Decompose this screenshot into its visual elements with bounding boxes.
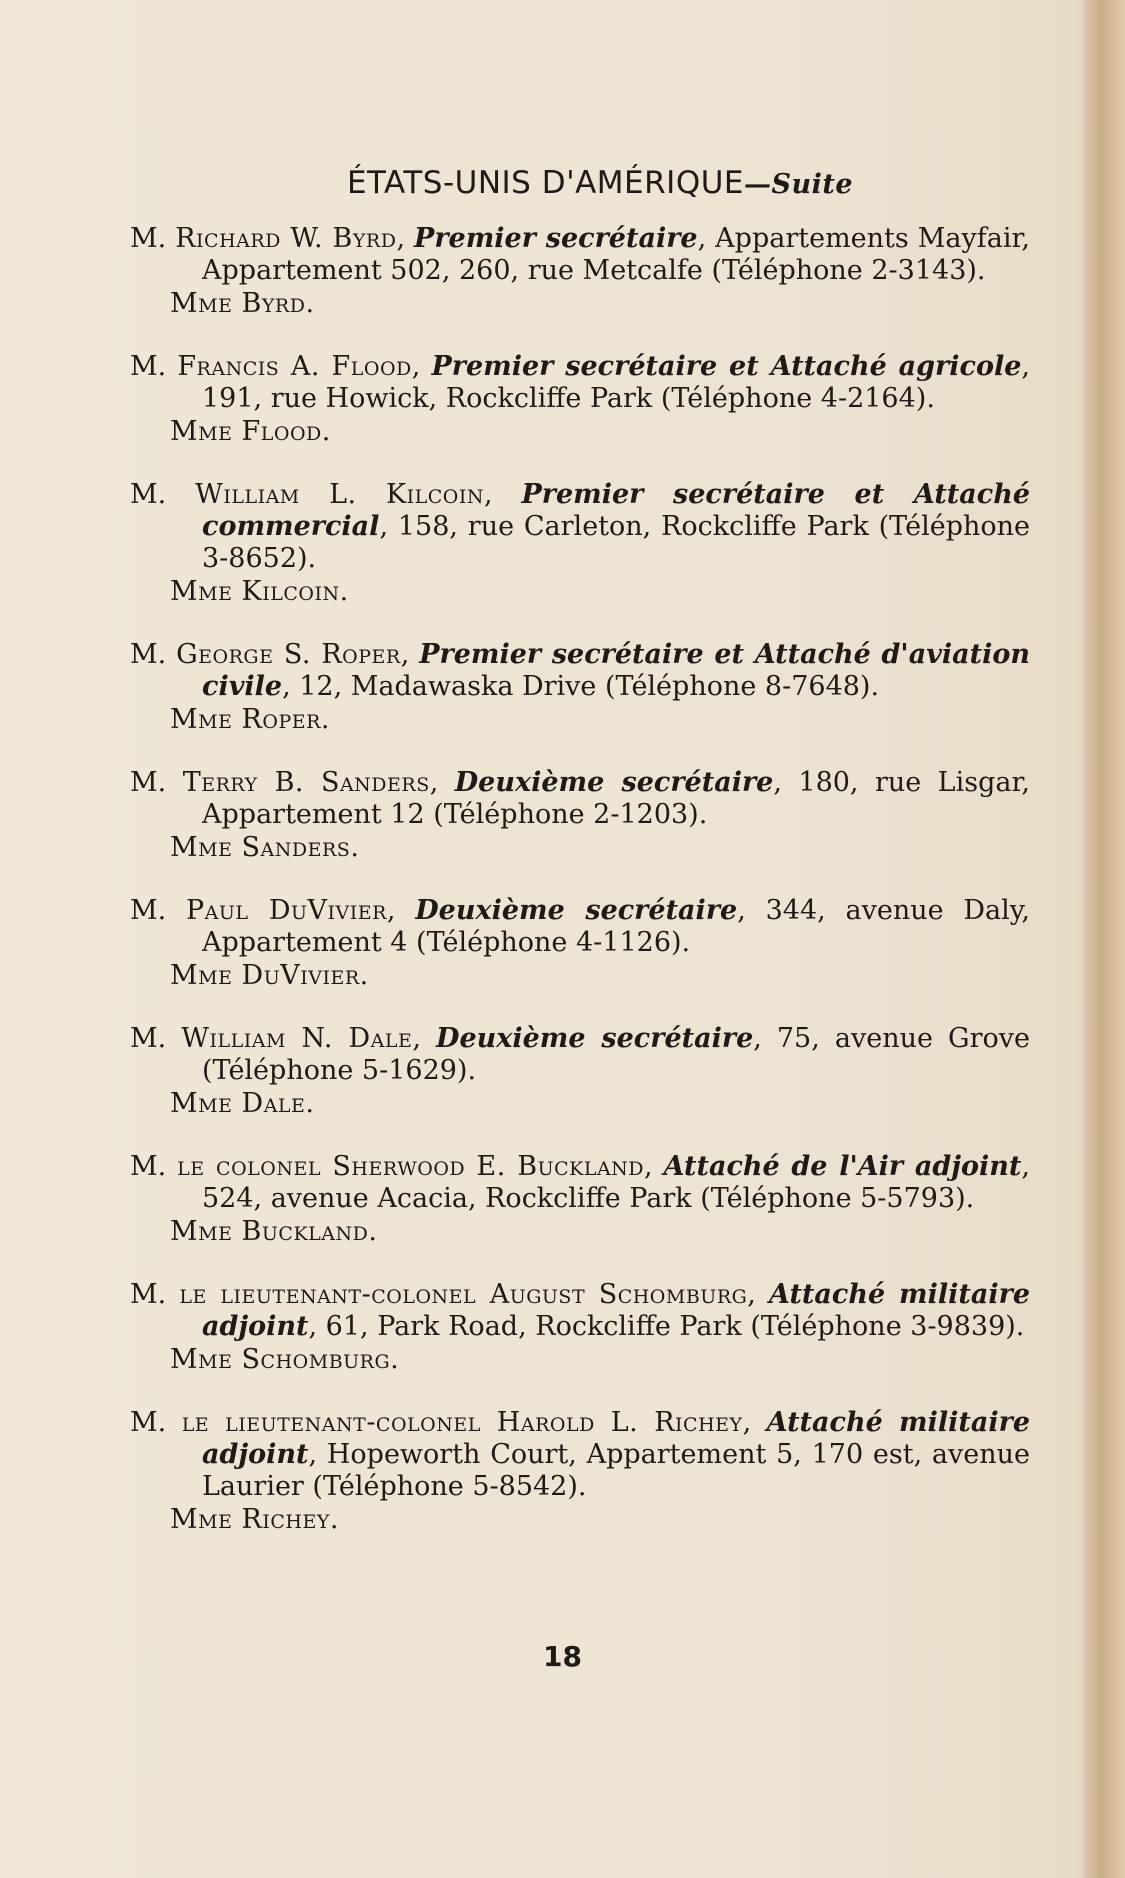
entry-text bbox=[130, 351, 1030, 415]
entry-name: le lieutenant-colonel Harold L. Richey bbox=[181, 1407, 743, 1438]
entry-address: , 191, rue Howick, Rockcliffe Park (Téléphone 4-2164). bbox=[202, 351, 1031, 414]
page-content bbox=[130, 165, 1030, 1567]
entry-text bbox=[130, 479, 1030, 575]
entry-spouse: Mme Kilcoin. bbox=[170, 576, 349, 607]
running-head-title: ÉTATS-UNIS D'AMÉRIQUE bbox=[346, 165, 744, 201]
entry-spouse: Mme Richey. bbox=[170, 1504, 339, 1535]
entry-text bbox=[130, 767, 1030, 831]
entry-name: Paul DuVivier bbox=[186, 895, 387, 926]
list-item bbox=[130, 1279, 1030, 1377]
entry-address: , Appartements Mayfair, Appartement 502, 260, rue Metcalfe (Téléphone 2-3143). bbox=[202, 223, 1030, 286]
list-item bbox=[130, 223, 1030, 321]
entry-name: le lieutenant-colonel August Schomburg bbox=[179, 1279, 748, 1310]
entry-spouse: Mme Sanders. bbox=[170, 832, 360, 863]
entry-spouse: Mme Flood. bbox=[170, 416, 331, 447]
entry-title: Attaché militaire adjoint bbox=[202, 1279, 1031, 1342]
entry-title: Attaché militaire adjoint bbox=[202, 1407, 1031, 1470]
entry-address: , 344, avenue Daly, Appartement 4 (Téléphone 4-1126). bbox=[202, 895, 1030, 958]
entry-name: le colonel Sherwood E. Buckland bbox=[177, 1151, 645, 1182]
entry-address: , 158, rue Carleton, Rockcliffe Park (Téléphone 3-8652). bbox=[202, 511, 1030, 574]
entry-address: , 61, Park Road, Rockcliffe Park (Téléphone 3-9839). bbox=[308, 1311, 1025, 1342]
entry-prefix: M. bbox=[130, 223, 176, 254]
list-item bbox=[130, 1023, 1030, 1121]
running-head bbox=[130, 165, 1030, 201]
list-item bbox=[130, 1407, 1030, 1537]
page-number: 18 bbox=[543, 1640, 582, 1673]
entry-prefix: M. bbox=[130, 1023, 182, 1054]
list-item bbox=[130, 479, 1030, 609]
entry-separator: , bbox=[386, 895, 416, 926]
entry-title: Deuxième secrétaire bbox=[436, 1023, 754, 1054]
entry-prefix: M. bbox=[130, 639, 177, 670]
entry-separator: , bbox=[412, 1023, 437, 1054]
entry-address: , 524, avenue Acacia, Rockcliffe Park (Téléphone 5-5793). bbox=[202, 1151, 1030, 1214]
entry-name: Terry B. Sanders bbox=[182, 767, 430, 798]
entry-name: George S. Roper bbox=[176, 639, 401, 670]
entry-name: William N. Dale bbox=[181, 1023, 413, 1054]
entry-text bbox=[130, 895, 1030, 959]
entry-title: Premier secrétaire bbox=[414, 223, 698, 254]
book-edge bbox=[1085, 0, 1125, 1878]
entry-separator: , bbox=[429, 767, 455, 798]
list-item bbox=[130, 767, 1030, 865]
entry-prefix: M. bbox=[130, 895, 187, 926]
entry-title: Attaché de l'Air adjoint bbox=[663, 1151, 1022, 1182]
entry-separator: , bbox=[400, 639, 420, 670]
entry-text bbox=[130, 1407, 1030, 1503]
list-item bbox=[130, 351, 1030, 449]
entry-text bbox=[130, 223, 1030, 287]
entry-title: Premier secrétaire et Attaché d'aviation civile bbox=[202, 639, 1031, 702]
entry-separator: , bbox=[411, 351, 432, 382]
entry-text bbox=[130, 1023, 1030, 1087]
entry-prefix: M. bbox=[130, 1151, 178, 1182]
entry-text bbox=[130, 639, 1030, 703]
entry-prefix: M. bbox=[130, 1407, 182, 1438]
entry-prefix: M. bbox=[130, 1279, 180, 1310]
entry-separator: , bbox=[644, 1151, 664, 1182]
entry-text bbox=[130, 1279, 1030, 1343]
entry-separator: , bbox=[484, 479, 522, 510]
entry-address: , 12, Madawaska Drive (Téléphone 8-7648). bbox=[282, 671, 880, 702]
list-item bbox=[130, 639, 1030, 737]
entry-separator: , bbox=[742, 1407, 767, 1438]
entry-text bbox=[130, 1151, 1030, 1215]
entry-spouse: Mme Buckland. bbox=[170, 1216, 378, 1247]
entry-prefix: M. bbox=[130, 767, 183, 798]
entry-separator: , bbox=[747, 1279, 769, 1310]
entry-title: Deuxième secrétaire bbox=[415, 895, 738, 926]
entry-name: Francis A. Flood bbox=[177, 351, 412, 382]
entry-separator: , bbox=[396, 223, 415, 254]
entry-address: , Hopeworth Court, Appartement 5, 170 est, avenue Laurier (Téléphone 5-8542). bbox=[202, 1439, 1030, 1502]
list-item bbox=[130, 1151, 1030, 1249]
entry-spouse: Mme Roper. bbox=[170, 704, 331, 735]
entry-address: , 75, avenue Grove (Téléphone 5-1629). bbox=[202, 1023, 1030, 1086]
entry-name: Richard W. Byrd bbox=[175, 223, 397, 254]
entry-name: William L. Kilcoin bbox=[195, 479, 484, 510]
running-head-suffix: —Suite bbox=[744, 169, 854, 200]
entry-address: , 180, rue Lisgar, Appartement 12 (Téléphone 2-1203). bbox=[202, 767, 1031, 830]
list-item bbox=[130, 895, 1030, 993]
entry-prefix: M. bbox=[130, 351, 178, 382]
entry-spouse: Mme DuVivier. bbox=[170, 960, 369, 991]
entry-spouse: Mme Dale. bbox=[170, 1088, 315, 1119]
entry-spouse: Mme Schomburg. bbox=[170, 1344, 400, 1375]
entry-list bbox=[130, 223, 1030, 1537]
entry-title: Deuxième secrétaire bbox=[454, 767, 774, 798]
entry-title: Premier secrétaire et Attaché commercial bbox=[202, 479, 1031, 542]
entry-title: Premier secrétaire et Attaché agricole bbox=[431, 351, 1022, 382]
entry-prefix: M. bbox=[130, 479, 196, 510]
entry-spouse: Mme Byrd. bbox=[170, 288, 315, 319]
